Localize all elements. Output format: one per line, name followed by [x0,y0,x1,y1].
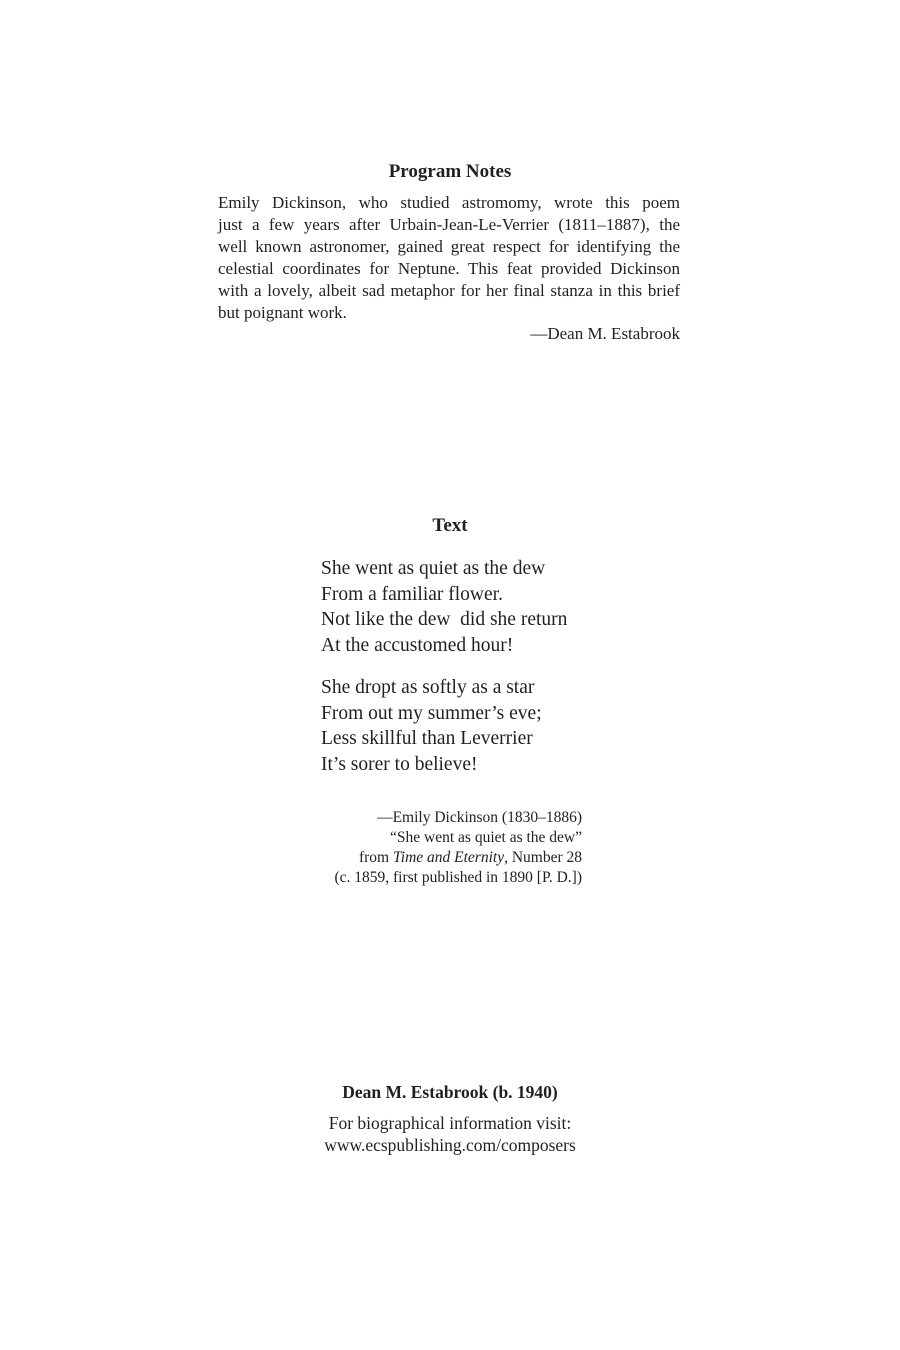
citation-author: —Emily Dickinson (1830–1886) [377,809,582,826]
citation-date: (c. 1859, first published in 1890 [P. D.]) [334,869,582,886]
poem-line: Not like the dew did she return [321,609,568,630]
poem-line: Less skillful than Leverrier [321,728,533,749]
poem-line: At the accustomed hour! [321,634,514,656]
poem-stanza-1 [321,556,567,658]
program-notes-line: just a few years after Urbain-Jean-Le-Verrier (1811–1887), the [218,215,680,234]
text-heading: Text [432,515,468,536]
bio-line: For biographical information visit: [328,1113,572,1133]
poem-stanza-2 [321,675,542,777]
composer-heading: Dean M. Estabrook (b. 1940) [342,1082,558,1102]
poem-line: She went as quiet as the dew [321,558,546,579]
program-notes-paragraph [218,192,680,324]
program-notes-line: well known astronomer, gained great respect for identifying the [218,237,680,256]
citation-source-title: Time and Eternity [393,849,505,866]
program-notes-line: with a lovely, albeit sad metaphor for her final stanza in this brief [218,281,680,300]
bio-url: www.ecspublishing.com/composers [324,1135,576,1155]
poem-citation [300,808,582,888]
program-notes-line: Emily Dickinson, who studied astromomy, wrote this poem [218,193,680,212]
citation-source-suffix: , Number 28 [504,849,582,866]
poem-line: It’s sorer to believe! [321,753,478,775]
program-notes-heading: Program Notes [388,161,512,182]
citation-source [300,848,582,868]
program-notes-line: but poignant work. [218,303,347,322]
citation-source-prefix: from [358,849,393,866]
program-notes-attribution: —Dean M. Estabrook [530,324,680,343]
poem-line: From a familiar flower. [321,583,503,605]
poem-line: From out my summer’s eve; [321,702,542,724]
poem-line: She dropt as softly as a star [321,677,535,698]
citation-title: “She went as quiet as the dew” [390,829,582,846]
composer-bio [0,1112,900,1156]
program-notes-line: celestial coordinates for Neptune. This feat provided Dickinson [218,259,680,278]
